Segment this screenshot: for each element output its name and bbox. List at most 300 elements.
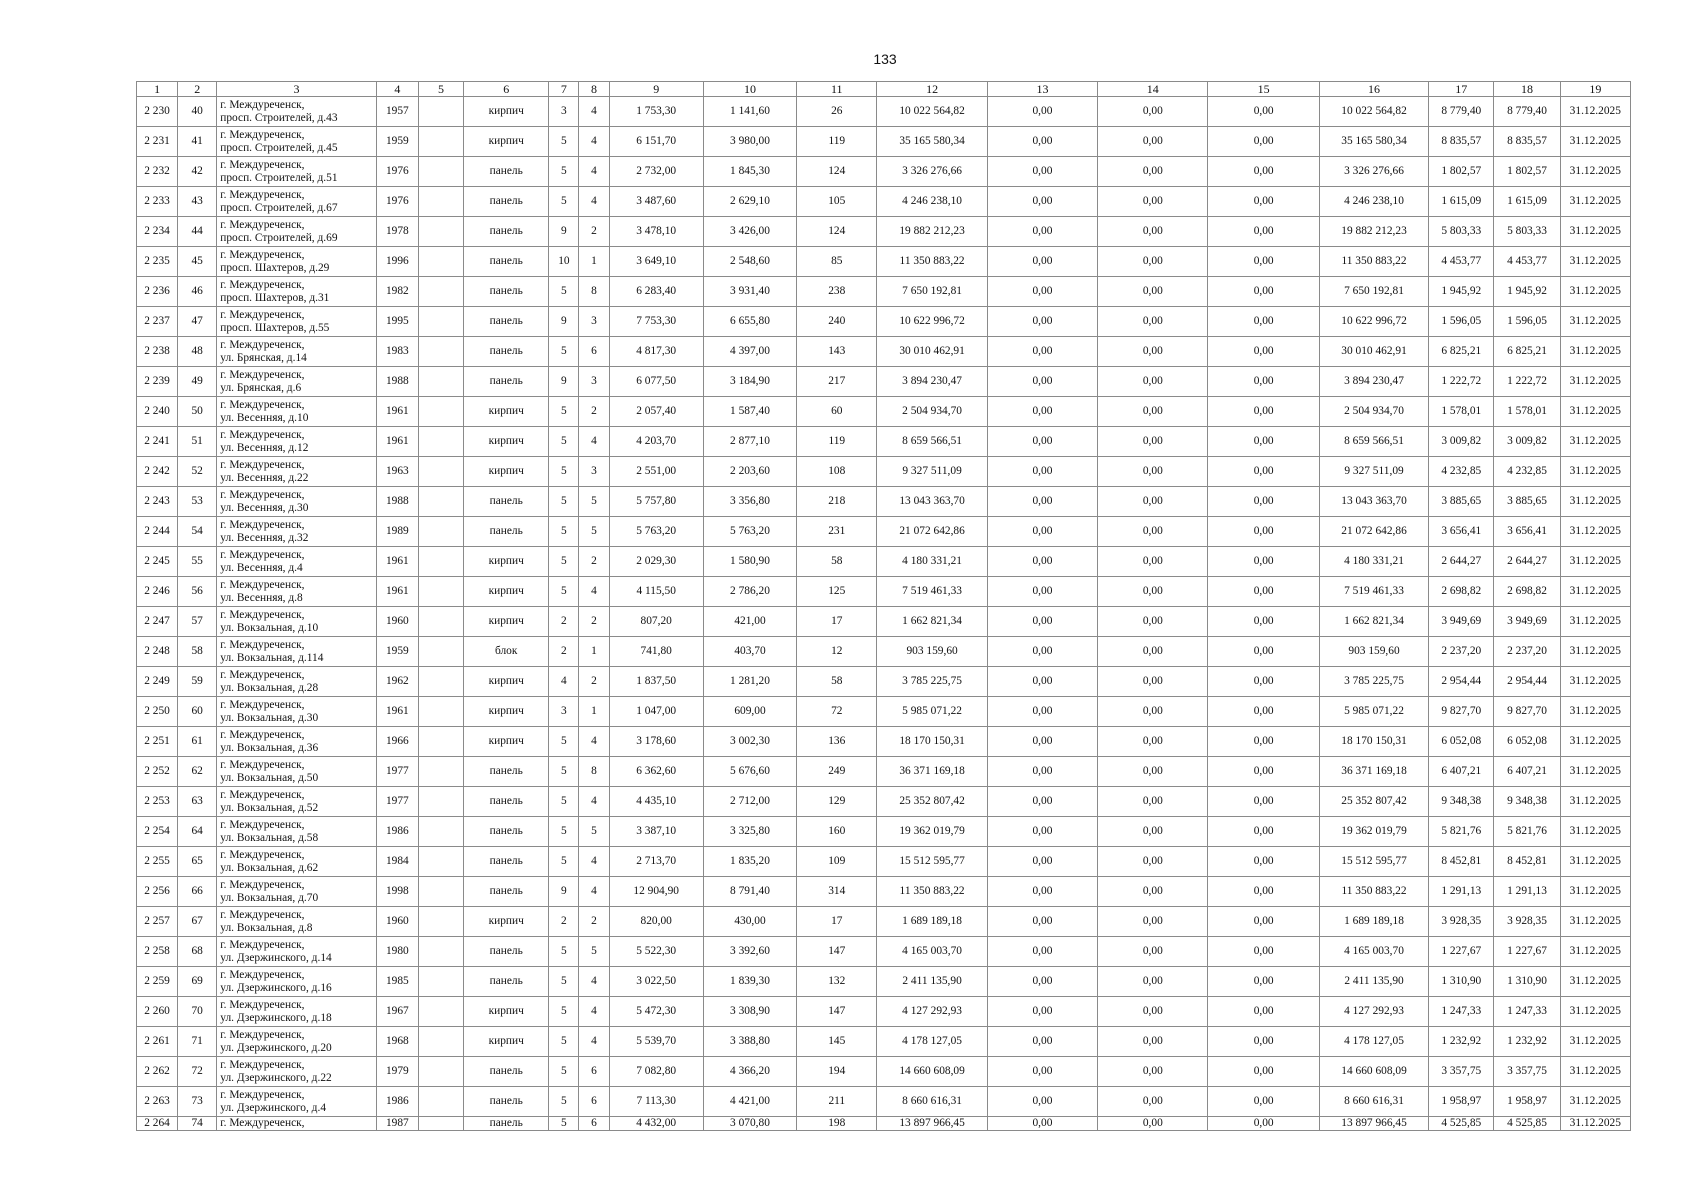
table-cell: 17: [797, 907, 877, 937]
table-cell: 58: [178, 637, 217, 667]
table-cell: 1 587,40: [703, 397, 796, 427]
table-cell: [418, 247, 463, 277]
table-cell: 57: [178, 607, 217, 637]
table-cell: [418, 517, 463, 547]
table-row: [137, 127, 1631, 157]
table-cell: 5: [549, 127, 579, 157]
table-cell: 5: [549, 397, 579, 427]
table-cell: 0,00: [1208, 217, 1319, 247]
table-cell: 4 421,00: [703, 1087, 796, 1117]
table-cell: 4: [579, 577, 609, 607]
table-cell: 69: [178, 967, 217, 997]
address-cell: г. Междуреченск, ул. Брянская, д.6: [217, 367, 377, 397]
address-cell: г. Междуреченск, просп. Шахтеров, д.55: [217, 307, 377, 337]
table-cell: 807,20: [609, 607, 703, 637]
table-cell: 5 803,33: [1429, 217, 1494, 247]
table-cell: 1 615,09: [1494, 187, 1560, 217]
table-cell: 2 259: [137, 967, 178, 997]
table-cell: 4 397,00: [703, 337, 796, 367]
table-row: [137, 517, 1631, 547]
table-cell: 2 504 934,70: [877, 397, 987, 427]
table-cell: 14 660 608,09: [877, 1057, 987, 1087]
table-cell: 2 244: [137, 517, 178, 547]
table-cell: 1 232,92: [1429, 1027, 1494, 1057]
table-cell: 1988: [376, 487, 418, 517]
address-cell: г. Междуреченск, просп. Строителей, д.43: [217, 97, 377, 127]
table-cell: 314: [797, 877, 877, 907]
table-cell: 31.12.2025: [1560, 1057, 1630, 1087]
table-cell: 0,00: [1208, 97, 1319, 127]
address-cell: г. Междуреченск, ул. Вокзальная, д.30: [217, 697, 377, 727]
table-row: [137, 427, 1631, 457]
table-cell: 72: [178, 1057, 217, 1087]
column-header: 6: [464, 82, 549, 97]
table-cell: 2 261: [137, 1027, 178, 1057]
table-cell: 4 232,85: [1494, 457, 1560, 487]
table-cell: 4 203,70: [609, 427, 703, 457]
table-cell: 1: [579, 247, 609, 277]
table-cell: 0,00: [1208, 457, 1319, 487]
table-cell: панель: [464, 1057, 549, 1087]
table-cell: 73: [178, 1087, 217, 1117]
table-cell: 1978: [376, 217, 418, 247]
table-cell: 71: [178, 1027, 217, 1057]
table-cell: 2 698,82: [1429, 577, 1494, 607]
table-cell: 1960: [376, 607, 418, 637]
table-cell: 3 388,80: [703, 1027, 796, 1057]
table-cell: 0,00: [987, 127, 1097, 157]
table-cell: 0,00: [1208, 127, 1319, 157]
table-cell: 3: [549, 697, 579, 727]
table-cell: 6 151,70: [609, 127, 703, 157]
table-cell: 0,00: [1098, 787, 1208, 817]
table-cell: кирпич: [464, 667, 549, 697]
table-cell: 5: [549, 1087, 579, 1117]
table-cell: 0,00: [987, 157, 1097, 187]
table-cell: [418, 277, 463, 307]
table-cell: 6: [579, 337, 609, 367]
table-cell: 60: [797, 397, 877, 427]
table-cell: 19 362 019,79: [1319, 817, 1428, 847]
table-cell: 18 170 150,31: [877, 727, 987, 757]
table-cell: 4 178 127,05: [1319, 1027, 1428, 1057]
table-cell: 2 029,30: [609, 547, 703, 577]
table-cell: 15 512 595,77: [1319, 847, 1428, 877]
table-cell: 3 949,69: [1494, 607, 1560, 637]
address-cell: г. Междуреченск, ул. Весенняя, д.12: [217, 427, 377, 457]
table-cell: 3 885,65: [1429, 487, 1494, 517]
table-cell: 136: [797, 727, 877, 757]
table-cell: 43: [178, 187, 217, 217]
table-cell: 3 184,90: [703, 367, 796, 397]
table-cell: 1963: [376, 457, 418, 487]
table-cell: 0,00: [1208, 427, 1319, 457]
table-cell: 2: [549, 907, 579, 937]
table-cell: 0,00: [1098, 247, 1208, 277]
table-cell: 13 897 966,45: [1319, 1117, 1428, 1131]
table-cell: 59: [178, 667, 217, 697]
table-cell: 68: [178, 937, 217, 967]
table-cell: 2 235: [137, 247, 178, 277]
table-row: [137, 277, 1631, 307]
table-cell: панель: [464, 337, 549, 367]
table-cell: 31.12.2025: [1560, 907, 1630, 937]
table-row: [137, 157, 1631, 187]
table-cell: 31.12.2025: [1560, 727, 1630, 757]
table-cell: 2: [549, 607, 579, 637]
table-cell: 3 070,80: [703, 1117, 796, 1131]
table-cell: [418, 547, 463, 577]
table-cell: 5 757,80: [609, 487, 703, 517]
table-cell: 7 650 192,81: [877, 277, 987, 307]
table-row: [137, 457, 1631, 487]
table-cell: 31.12.2025: [1560, 157, 1630, 187]
table-cell: 2 250: [137, 697, 178, 727]
table-cell: 2 253: [137, 787, 178, 817]
table-cell: 0,00: [987, 787, 1097, 817]
table-cell: 105: [797, 187, 877, 217]
table-cell: панель: [464, 877, 549, 907]
table-cell: 0,00: [1208, 847, 1319, 877]
table-cell: 5 803,33: [1494, 217, 1560, 247]
table-cell: 31.12.2025: [1560, 187, 1630, 217]
table-cell: 1 247,33: [1494, 997, 1560, 1027]
table-cell: 4: [579, 997, 609, 1027]
table-cell: 4: [579, 727, 609, 757]
table-cell: 6: [579, 1087, 609, 1117]
table-cell: 0,00: [1208, 937, 1319, 967]
table-row: [137, 577, 1631, 607]
table-row: [137, 1117, 1631, 1131]
table-cell: 0,00: [1098, 667, 1208, 697]
table-cell: 3 392,60: [703, 937, 796, 967]
table-cell: 2 713,70: [609, 847, 703, 877]
table-cell: 0,00: [1098, 727, 1208, 757]
table-cell: 5 821,76: [1494, 817, 1560, 847]
table-cell: 0,00: [987, 727, 1097, 757]
table-cell: панель: [464, 487, 549, 517]
table-cell: 1 291,13: [1494, 877, 1560, 907]
table-cell: 21 072 642,86: [877, 517, 987, 547]
table-cell: [418, 997, 463, 1027]
table-cell: 18 170 150,31: [1319, 727, 1428, 757]
table-cell: панель: [464, 277, 549, 307]
column-header: 19: [1560, 82, 1630, 97]
table-cell: 31.12.2025: [1560, 1027, 1630, 1057]
table-cell: 3 009,82: [1429, 427, 1494, 457]
table-cell: 64: [178, 817, 217, 847]
table-cell: 0,00: [1098, 607, 1208, 637]
table-cell: кирпич: [464, 997, 549, 1027]
table-cell: 0,00: [1098, 397, 1208, 427]
table-cell: 0,00: [1098, 367, 1208, 397]
table-cell: 56: [178, 577, 217, 607]
table-cell: 15 512 595,77: [877, 847, 987, 877]
table-cell: 13 897 966,45: [877, 1117, 987, 1131]
table-cell: 3 478,10: [609, 217, 703, 247]
table-cell: 4 453,77: [1494, 247, 1560, 277]
table-cell: 1 310,90: [1429, 967, 1494, 997]
table-cell: 0,00: [1208, 247, 1319, 277]
table-cell: панель: [464, 1117, 549, 1131]
column-header: 11: [797, 82, 877, 97]
table-cell: 3 949,69: [1429, 607, 1494, 637]
table-cell: 2 644,27: [1494, 547, 1560, 577]
table-cell: 6 825,21: [1494, 337, 1560, 367]
table-cell: 2 644,27: [1429, 547, 1494, 577]
table-cell: панель: [464, 817, 549, 847]
table-cell: 30 010 462,91: [1319, 337, 1428, 367]
table-cell: [418, 1027, 463, 1057]
table-cell: 430,00: [703, 907, 796, 937]
table-cell: 198: [797, 1117, 877, 1131]
table-cell: 0,00: [987, 247, 1097, 277]
table-cell: 9 327 511,09: [1319, 457, 1428, 487]
table-cell: 2 249: [137, 667, 178, 697]
table-cell: 0,00: [987, 937, 1097, 967]
table-cell: 3 426,00: [703, 217, 796, 247]
table-cell: 2 236: [137, 277, 178, 307]
table-cell: 31.12.2025: [1560, 697, 1630, 727]
table-cell: [418, 97, 463, 127]
table-cell: 31.12.2025: [1560, 817, 1630, 847]
table-cell: 9 348,38: [1494, 787, 1560, 817]
table-cell: 6 407,21: [1494, 757, 1560, 787]
table-row: [137, 757, 1631, 787]
address-cell: г. Междуреченск, просп. Строителей, д.67: [217, 187, 377, 217]
table-cell: 5: [549, 997, 579, 1027]
table-cell: 2 256: [137, 877, 178, 907]
table-cell: 6 283,40: [609, 277, 703, 307]
table-cell: [418, 157, 463, 187]
table-cell: 0,00: [1098, 757, 1208, 787]
column-header: 1: [137, 82, 178, 97]
table-cell: 1980: [376, 937, 418, 967]
table-cell: 1 310,90: [1494, 967, 1560, 997]
table-cell: 4 165 003,70: [1319, 937, 1428, 967]
table-cell: панель: [464, 217, 549, 247]
table-cell: 4 432,00: [609, 1117, 703, 1131]
table-cell: 67: [178, 907, 217, 937]
address-cell: г. Междуреченск, ул. Вокзальная, д.62: [217, 847, 377, 877]
table-cell: 0,00: [1098, 487, 1208, 517]
table-cell: 8 835,57: [1494, 127, 1560, 157]
address-cell: г. Междуреченск, ул. Дзержинского, д.14: [217, 937, 377, 967]
table-row: [137, 247, 1631, 277]
table-cell: 1 227,67: [1429, 937, 1494, 967]
table-cell: 2 238: [137, 337, 178, 367]
table-cell: кирпич: [464, 97, 549, 127]
table-cell: 119: [797, 427, 877, 457]
table-body: [137, 97, 1631, 1131]
table-cell: 5: [549, 727, 579, 757]
table-cell: 0,00: [1208, 1117, 1319, 1131]
address-cell: г. Междуреченск, ул. Вокзальная, д.114: [217, 637, 377, 667]
table-cell: 0,00: [987, 367, 1097, 397]
table-cell: 11 350 883,22: [877, 877, 987, 907]
table-cell: 31.12.2025: [1560, 637, 1630, 667]
table-cell: 240: [797, 307, 877, 337]
table-cell: 124: [797, 217, 877, 247]
table-row: [137, 1087, 1631, 1117]
table-cell: 2 243: [137, 487, 178, 517]
table-cell: [418, 427, 463, 457]
table-cell: 0,00: [987, 667, 1097, 697]
table-cell: 0,00: [987, 997, 1097, 1027]
table-cell: 2 232: [137, 157, 178, 187]
table-cell: 0,00: [1208, 307, 1319, 337]
table-cell: 44: [178, 217, 217, 247]
column-header: 16: [1319, 82, 1428, 97]
table-cell: 8 660 616,31: [877, 1087, 987, 1117]
table-cell: 0,00: [987, 847, 1097, 877]
table-cell: 4: [579, 847, 609, 877]
table-cell: 4: [579, 787, 609, 817]
column-header: 7: [549, 82, 579, 97]
table-cell: 2 504 934,70: [1319, 397, 1428, 427]
table-cell: 5 821,76: [1429, 817, 1494, 847]
table-cell: 3 178,60: [609, 727, 703, 757]
table-cell: 0,00: [1098, 1087, 1208, 1117]
table-cell: 5 763,20: [703, 517, 796, 547]
table-cell: 5 985 071,22: [1319, 697, 1428, 727]
table-cell: 1961: [376, 397, 418, 427]
table-cell: 143: [797, 337, 877, 367]
table-cell: 1 945,92: [1429, 277, 1494, 307]
table-cell: 6: [579, 1057, 609, 1087]
table-cell: 36 371 169,18: [1319, 757, 1428, 787]
table-cell: 0,00: [1208, 997, 1319, 1027]
table-cell: 3 656,41: [1494, 517, 1560, 547]
table-cell: 31.12.2025: [1560, 1087, 1630, 1117]
table-cell: панель: [464, 787, 549, 817]
table-cell: 1 837,50: [609, 667, 703, 697]
table-row: [137, 307, 1631, 337]
table-cell: [418, 367, 463, 397]
address-cell: г. Междуреченск, ул. Весенняя, д.32: [217, 517, 377, 547]
table-cell: 160: [797, 817, 877, 847]
table-cell: 3 357,75: [1429, 1057, 1494, 1087]
table-cell: 1966: [376, 727, 418, 757]
table-row: [137, 727, 1631, 757]
table-cell: 5: [549, 157, 579, 187]
table-cell: 741,80: [609, 637, 703, 667]
table-cell: 10 022 564,82: [877, 97, 987, 127]
table-cell: 8 452,81: [1494, 847, 1560, 877]
table-cell: 5: [549, 577, 579, 607]
table-cell: 1961: [376, 577, 418, 607]
table-cell: 1 596,05: [1429, 307, 1494, 337]
address-cell: г. Междуреченск, ул. Дзержинского, д.22: [217, 1057, 377, 1087]
table-cell: 0,00: [1208, 877, 1319, 907]
table-cell: 2 411 135,90: [877, 967, 987, 997]
table-cell: 2 057,40: [609, 397, 703, 427]
table-cell: 4: [549, 667, 579, 697]
table-cell: 8 779,40: [1429, 97, 1494, 127]
table-cell: 5: [579, 937, 609, 967]
table-cell: 0,00: [1098, 127, 1208, 157]
table-row: [137, 967, 1631, 997]
table-cell: 2 262: [137, 1057, 178, 1087]
table-cell: 1961: [376, 427, 418, 457]
table-cell: 0,00: [987, 307, 1097, 337]
address-cell: г. Междуреченск, ул. Весенняя, д.8: [217, 577, 377, 607]
table-cell: 0,00: [1098, 907, 1208, 937]
table-cell: 5: [549, 937, 579, 967]
table-cell: 12: [797, 637, 877, 667]
table-cell: 4 165 003,70: [877, 937, 987, 967]
table-cell: 5: [549, 277, 579, 307]
table-cell: 0,00: [1208, 1087, 1319, 1117]
table-cell: 3 308,90: [703, 997, 796, 1027]
column-header: 2: [178, 82, 217, 97]
table-cell: 13 043 363,70: [877, 487, 987, 517]
table-cell: 12 904,90: [609, 877, 703, 907]
table-cell: 31.12.2025: [1560, 757, 1630, 787]
table-cell: 2 712,00: [703, 787, 796, 817]
table-cell: 9: [549, 307, 579, 337]
table-row: [137, 637, 1631, 667]
housing-table: [136, 81, 1631, 1131]
table-cell: 1961: [376, 547, 418, 577]
table-cell: 9 327 511,09: [877, 457, 987, 487]
table-cell: 3 002,30: [703, 727, 796, 757]
table-cell: 1 580,90: [703, 547, 796, 577]
table-cell: [418, 337, 463, 367]
table-cell: 0,00: [1098, 937, 1208, 967]
table-cell: 31.12.2025: [1560, 877, 1630, 907]
table-cell: 0,00: [1098, 517, 1208, 547]
table-cell: 9: [549, 217, 579, 247]
table-cell: 4 246 238,10: [1319, 187, 1428, 217]
table-cell: 0,00: [1098, 1027, 1208, 1057]
table-cell: 0,00: [1098, 847, 1208, 877]
table-cell: 0,00: [987, 1057, 1097, 1087]
table-cell: 403,70: [703, 637, 796, 667]
address-cell: г. Междуреченск, ул. Весенняя, д.4: [217, 547, 377, 577]
table-cell: [418, 397, 463, 427]
table-cell: 1 222,72: [1494, 367, 1560, 397]
table-cell: 3 387,10: [609, 817, 703, 847]
table-row: [137, 907, 1631, 937]
table-cell: 5 539,70: [609, 1027, 703, 1057]
table-cell: 1996: [376, 247, 418, 277]
table-row: [137, 817, 1631, 847]
table-cell: 65: [178, 847, 217, 877]
table-cell: 0,00: [1098, 217, 1208, 247]
table-cell: 129: [797, 787, 877, 817]
table-cell: 1989: [376, 517, 418, 547]
table-cell: 1 689 189,18: [1319, 907, 1428, 937]
table-cell: 0,00: [1208, 907, 1319, 937]
table-cell: кирпич: [464, 397, 549, 427]
table-cell: [418, 457, 463, 487]
table-cell: 2: [579, 547, 609, 577]
table-cell: 2 411 135,90: [1319, 967, 1428, 997]
table-cell: панель: [464, 847, 549, 877]
table-cell: [418, 307, 463, 337]
table-cell: [418, 217, 463, 247]
table-cell: 1968: [376, 1027, 418, 1057]
table-cell: 0,00: [987, 487, 1097, 517]
table-cell: 51: [178, 427, 217, 457]
table-cell: 1 141,60: [703, 97, 796, 127]
address-cell: г. Междуреченск, ул. Вокзальная, д.28: [217, 667, 377, 697]
table-cell: 31.12.2025: [1560, 397, 1630, 427]
table-row: [137, 487, 1631, 517]
table-cell: 4: [579, 157, 609, 187]
table-cell: 2 230: [137, 97, 178, 127]
